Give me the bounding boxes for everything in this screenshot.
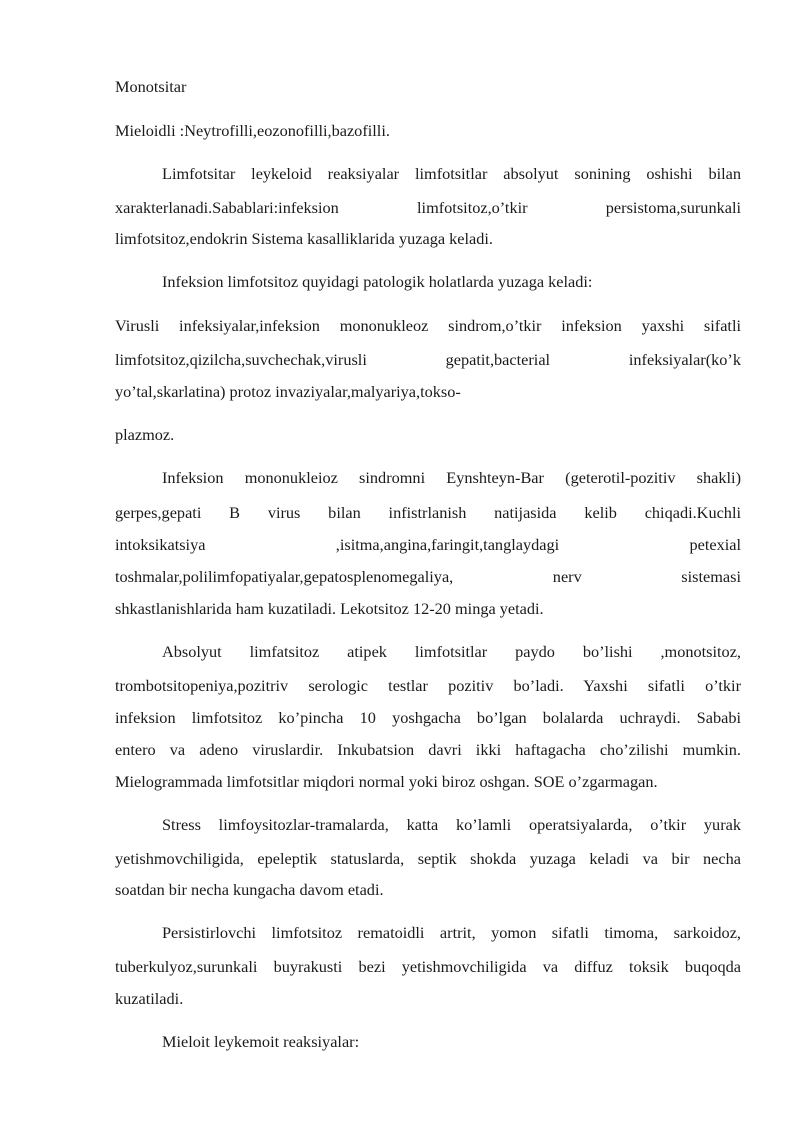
paragraph-line: intoksikatsiya ,isitma,angina,faringit,tanglaydagi petexial: [115, 535, 741, 554]
paragraph-line: entero va adeno viruslardir. Inkubatsion davri ikki haftagacha cho’zilishi mumkin.: [115, 740, 741, 759]
paragraph-line: gerpes,gepati B virus bilan infistrlanish natijasida kelib chiqadi.Kuchli: [115, 503, 741, 522]
paragraph-line: limfotsitoz,qizilcha,suvchechak,virusli gepatit,bacterial infeksiyalar(ko’k: [115, 350, 741, 369]
paragraph-line: yo’tal,skarlatina) protoz invaziyalar,malyariya,tokso-: [115, 382, 461, 401]
paragraph-line: shkastlanishlarida ham kuzatiladi. Lekotsitoz 12-20 minga yetadi.: [115, 599, 544, 618]
paragraph-line: toshmalar,polilimfopatiyalar,gepatosplenomegaliya, nerv sistemasi: [115, 567, 741, 586]
paragraph-line: infeksion limfotsitoz ko’pincha 10 yoshgacha bo’lgan bolalarda uchraydi. Sababi: [115, 708, 741, 727]
paragraph-line: plazmoz.: [115, 425, 175, 444]
paragraph-line: tuberkulyoz,surunkali buyrakusti bezi yetishmovchiligida va diffuz toksik buqoqda: [115, 957, 741, 976]
paragraph-line: Limfotsitar leykeloid reaksiyalar limfotsitlar absolyut sonining oshishi bilan: [162, 164, 741, 183]
paragraph-line: soatdan bir necha kungacha davom etadi.: [115, 880, 384, 899]
paragraph-line: Mielogrammada limfotsitlar miqdori normal yoki biroz oshgan. SOE o’zgarmagan.: [115, 772, 658, 791]
paragraph-line: Infeksion limfotsitoz quyidagi patologik holatlarda yuzaga keladi:: [162, 272, 593, 291]
paragraph-line: Virusli infeksiyalar,infeksion mononukleoz sindrom,o’tkir infeksion yaxshi sifatli: [115, 316, 741, 335]
paragraph-line: Persistirlovchi limfotsitoz rematoidli artrit, yomon sifatli timoma, sarkoidoz,: [162, 923, 741, 942]
paragraph-line: trombotsitopeniya,pozitriv serologic testlar pozitiv bo’ladi. Yaxshi sifatli o’tkir: [115, 676, 741, 695]
paragraph-line: Absolyut limfatsitoz atipek limfotsitlar paydo bo’lishi ,monotsitoz,: [162, 642, 741, 661]
paragraph-line: limfotsitoz,endokrin Sistema kasalliklarida yuzaga keladi.: [115, 229, 493, 248]
paragraph-line: yetishmovchiligida, epeleptik statuslarda, septik shokda yuzaga keladi va bir necha: [115, 849, 741, 868]
paragraph-line: Infeksion mononukleioz sindromni Eynshteyn-Bar (geterotil-pozitiv shakli): [162, 468, 741, 487]
paragraph-line: xarakterlanadi.Sabablari:infeksion limfotsitoz,o’tkir persistoma,surunkali: [115, 198, 741, 217]
text-line-monotsitar: Monotsitar: [115, 77, 187, 96]
paragraph-line: Stress limfoysitozlar-tramalarda, katta ko’lamli operatsiyalarda, o’tkir yurak: [162, 815, 741, 834]
text-line-mieloidli: Mieloidli :Neytrofilli,eozonofilli,bazofilli.: [115, 121, 390, 140]
paragraph-line: Mieloit leykemoit reaksiyalar:: [162, 1032, 360, 1051]
paragraph-line: kuzatiladi.: [115, 989, 184, 1008]
